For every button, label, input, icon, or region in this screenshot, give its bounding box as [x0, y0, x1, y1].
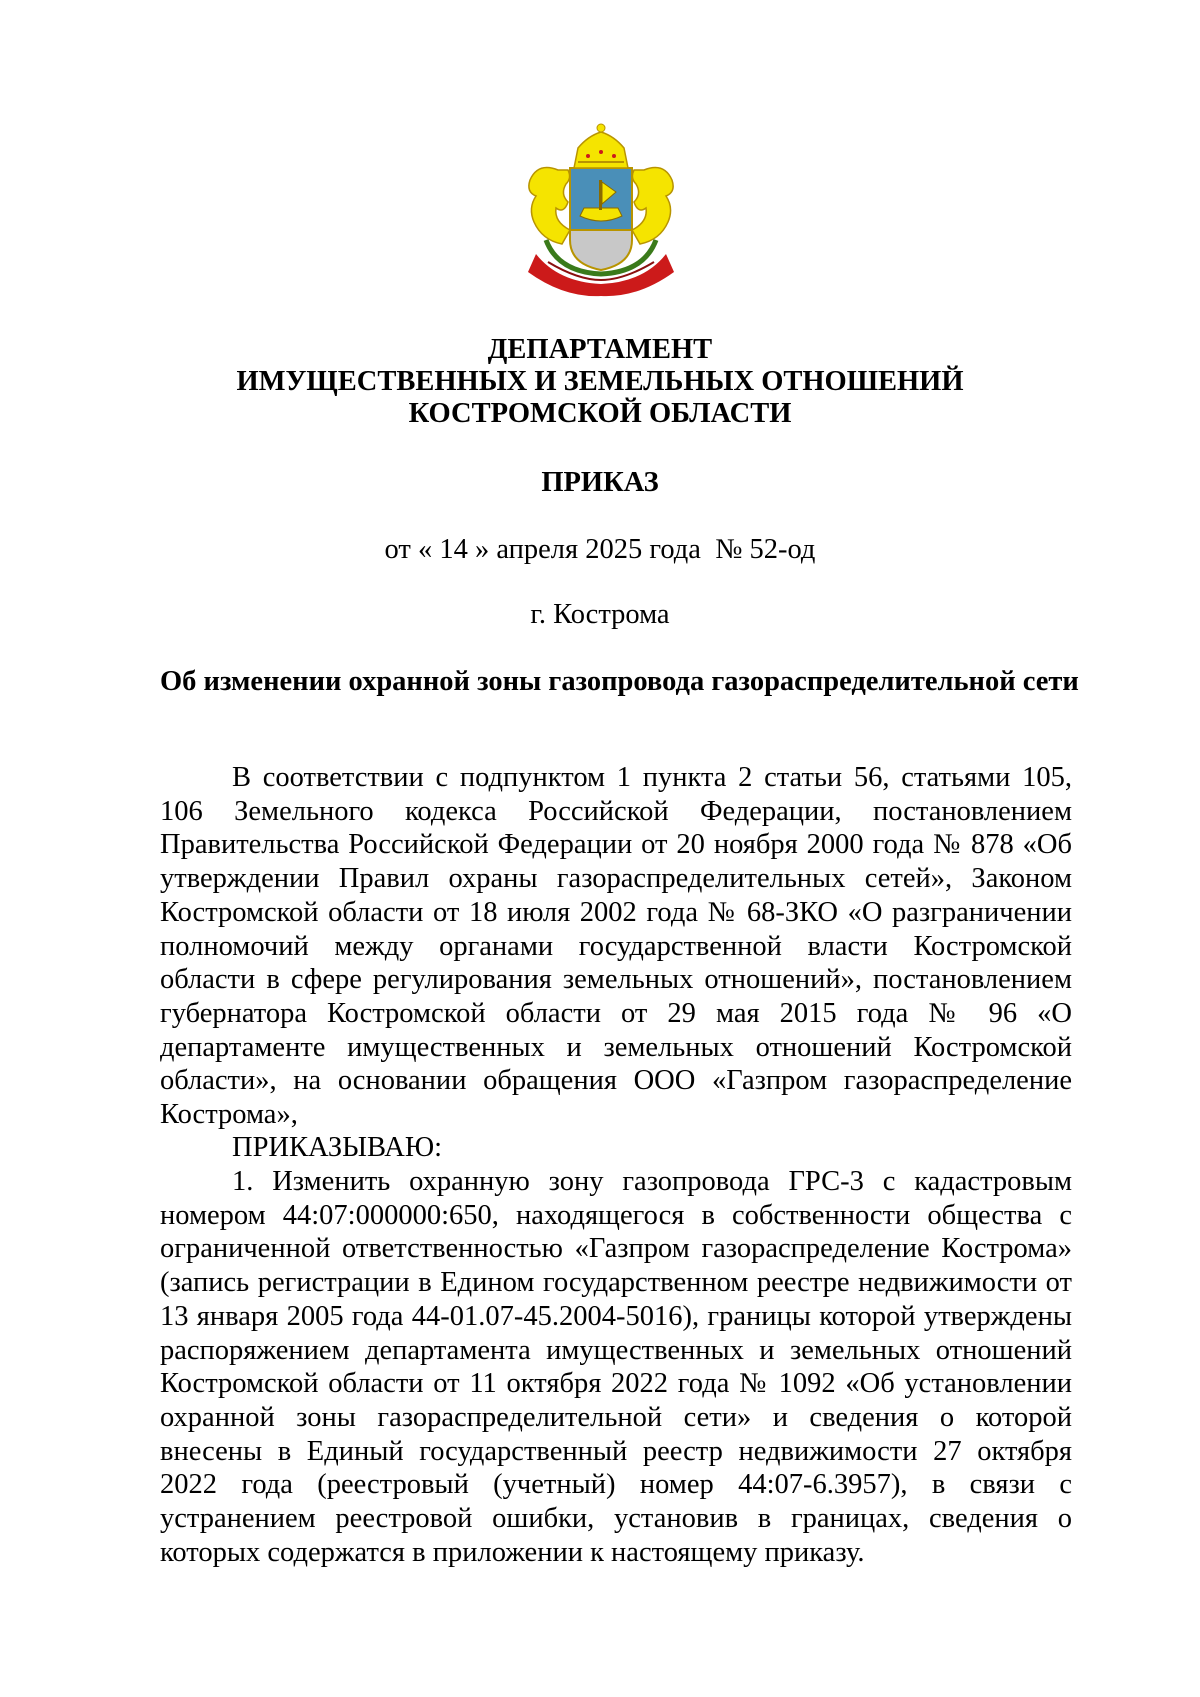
- department-name-line-3: КОСТРОМСКОЙ ОБЛАСТИ: [408, 398, 792, 429]
- order-word: ПРИКАЗЫВАЮ:: [232, 1132, 443, 1163]
- order-date-number: от « 14 » апреля 2025 года № 52-од: [384, 534, 816, 565]
- preamble-paragraph: В соответствии с подпунктом 1 пункта 2 статьи 56, статьями 105, 106 Земельного кодекса Российской Федерации, постановлением Правительства Российской Федерации от 20 ноября 2000 года № 878 «Об утверждении Правил охраны газораспределительных сетей», Законом Костромской области от 18 июля 2002 года № 68-ЗКО «О разграничении полномочий между органами государственной власти Костромской области в сфере регулирования земельных отношений», постановлением губернатора Костромской области от 29 мая 2015 года № 96 «О департаменте имущественных и земельных отношений Костромской области», на основании обращения ООО «Газпром газораспределение Кострома»,: [160, 762, 1072, 1131]
- department-name-line-1: ДЕПАРТАМЕНТ: [487, 334, 713, 365]
- city-line: г. Кострома: [530, 599, 670, 630]
- left-griffin-shape: [529, 168, 570, 244]
- department-name-line-2: ИМУЩЕСТВЕННЫХ И ЗЕМЕЛЬНЫХ ОТНОШЕНИЙ: [236, 366, 964, 397]
- document-type-title: ПРИКАЗ: [541, 467, 659, 498]
- order-subject: Об изменении охранной зоны газопровода газораспределительной сети: [160, 666, 1079, 697]
- coat-of-arms-emblem: [518, 122, 684, 297]
- right-griffin-shape: [632, 168, 673, 244]
- order-item-1: 1. Изменить охранную зону газопровода ГРС-3 с кадастровым номером 44:07:000000:650, находящегося в собственности общества с ограниченной ответственностью «Газпром газораспределение Кострома» (запись регистрации в Едином государственном реестре недвижимости от 13 января 2005 года 44-01.07-45.2004-5016), границы которой утверждены распоряжением департамента имущественных и земельных отношений Костромской области от 11 октября 2022 года № 1092 «Об установлении охранной зоны газораспределительной сети» и сведения о которой внесены в Единый государственный реестр недвижимости 27 октября 2022 года (реестровый (учетный) номер 44:07-6.3957), в связи с устранением реестровой ошибки, установив в границах, сведения о которых содержатся в приложении к настоящему приказу.: [160, 1166, 1072, 1568]
